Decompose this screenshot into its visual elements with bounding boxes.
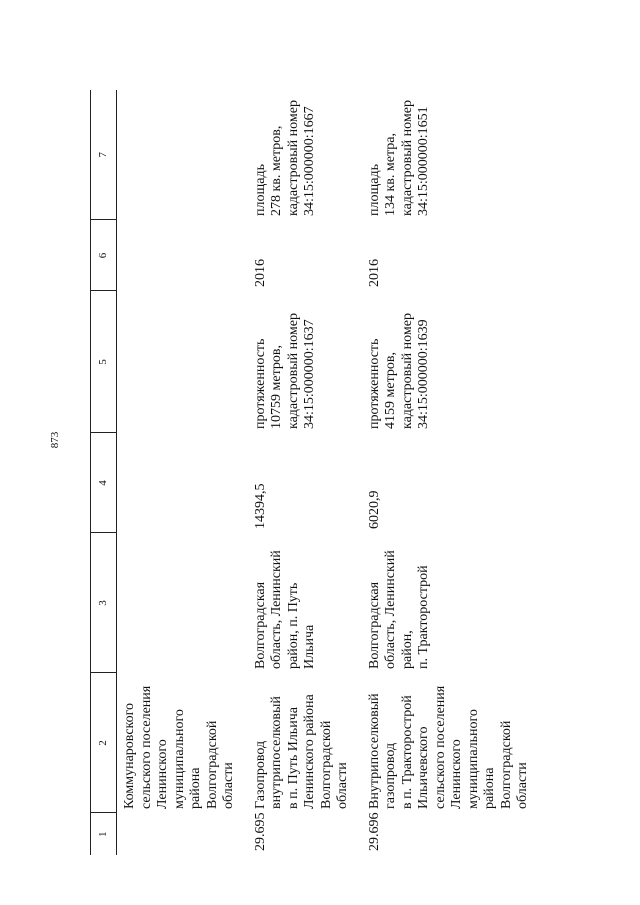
cell-land: площадь 134 кв. метра, кадастровый номер 34:15:000000:1651 [366, 100, 431, 216]
registry-table [90, 90, 542, 855]
column-header-6: 6 [91, 220, 117, 291]
cell-characteristics: протяженность 10759 метров, кадастровый номер 34:15:000000:1637 [252, 313, 317, 429]
rotated-page [0, 90, 640, 905]
cell-number [117, 813, 248, 855]
cell-address: Волгоградская область, Ленинский район, п. Путь Ильича [252, 550, 317, 669]
cell-name: Газопровод внутрипоселковый в п. Путь Ильича Ленинского района Волгоградской области [252, 694, 350, 809]
table-row-continuation [117, 90, 248, 855]
cell-value [117, 433, 248, 533]
cell-characteristics [117, 291, 248, 433]
column-number-row [91, 90, 117, 855]
cell-number: 29.696 [366, 812, 382, 851]
cell-number: 29.695 [252, 812, 268, 851]
cell-year [117, 220, 248, 291]
column-header-3: 3 [91, 533, 117, 673]
table-row [362, 90, 542, 855]
column-header-4: 4 [91, 433, 117, 533]
page-number: 873 [49, 431, 61, 449]
cell-name: Внутрипоселковый газопровод в п. Тракторострой Ильичевского сельского поселения Ленинского муниципального района Волгоградской области [366, 685, 530, 809]
cell-land [117, 90, 248, 220]
column-header-5: 5 [91, 291, 117, 433]
cell-year: 2016 [252, 259, 268, 287]
cell-characteristics: протяженность 4159 метров, кадастровый номер 34:15:000000:1639 [366, 313, 431, 429]
cell-year: 2016 [366, 259, 382, 287]
cell-value: 14394,5 [252, 483, 268, 529]
table-row [248, 90, 362, 855]
cell-land: площадь 278 кв. метров, кадастровый номер 34:15:000000:1667 [252, 100, 317, 216]
cell-address: Волгоградская область, Ленинский район, п. Тракторострой [366, 550, 431, 669]
cell-address [117, 533, 248, 673]
cell-name: Коммунаровского сельского поселения Ленинского муниципального района Волгоградской области [122, 685, 236, 809]
column-header-2: 2 [91, 673, 117, 813]
column-header-1: 1 [91, 813, 117, 855]
cell-value: 6020,9 [366, 490, 382, 529]
column-header-7: 7 [91, 90, 117, 220]
